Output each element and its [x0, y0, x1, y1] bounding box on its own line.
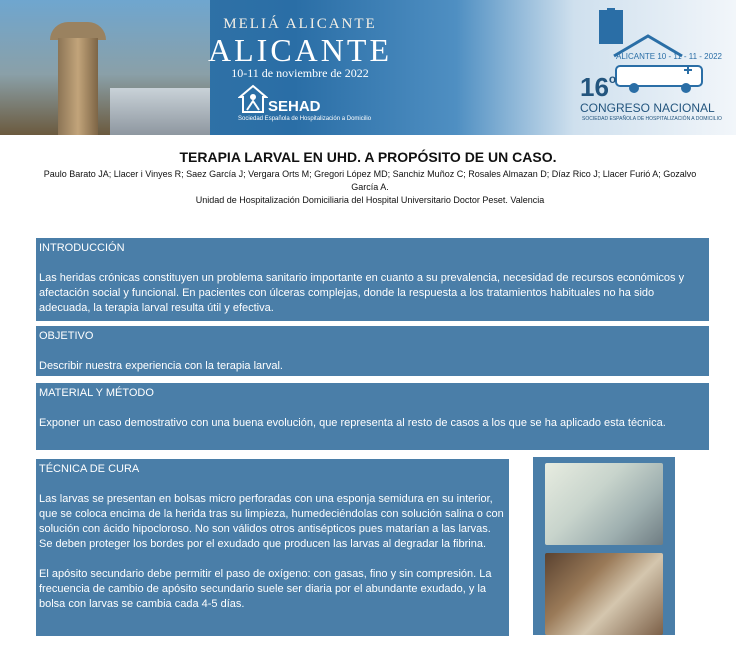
section-heading: OBJETIVO — [39, 330, 94, 342]
wound-dressing-photo — [545, 553, 663, 635]
introduction-section — [36, 238, 709, 321]
larva-bag-photo — [545, 463, 663, 545]
section-text: Las heridas crónicas constituyen un problema sanitario importante en cuanto a su prevalencia, necesidad de recursos económicos y afectación social y funcional. En pacientes con úlceras complejas, donde la respuesta a los tratamientos habituales no ha sido adecuada, la terapia larval resulta útil y efectiva. — [39, 272, 685, 314]
sehad-name: SEHAD — [268, 98, 321, 115]
sehad-logo — [238, 84, 388, 128]
section-text: El apósito secundario debe permitir el paso de oxígeno: con gasas, fino y sin compresión. La frecuencia de cambio de apósito secundario suele ser diaria por el abundante exudado, y la bolsa con larvas se cambia cada 4-5 días. — [39, 568, 492, 610]
city-skyline — [110, 88, 210, 135]
objective-section — [36, 326, 709, 376]
poster-title: TERAPIA LARVAL EN UHD. A PROPÓSITO DE UN CASO. — [179, 149, 557, 165]
sehad-house-icon — [238, 84, 268, 114]
alicante-castle-photo — [0, 0, 210, 135]
conference-banner — [0, 0, 736, 135]
method-section — [36, 383, 709, 450]
congress-society: SOCIEDAD ESPAÑOLA DE HOSPITALIZACIÓN A DOMICILIO — [582, 116, 722, 122]
section-text: Las larvas se presentan en bolsas micro perforadas con una esponja semidura en su interior, que se coloca encima de la herida tras su limpieza, humedeciéndolas con solución salina o con solución con ácido hipocloroso. No son válidos otros antisépticos pues matarían a las larvas. Se deben proteger los bordes por el exudado que producen las larvas al degradar la fibrina. — [39, 493, 504, 550]
institution: Unidad de Hospitalización Domiciliaria del Hospital Universitario Doctor Peset. Valencia — [195, 195, 545, 205]
section-heading: MATERIAL Y MÉTODO — [39, 387, 154, 399]
event-dates: 10-11 de noviembre de 2022 — [231, 66, 369, 80]
section-text: Exponer un caso demostrativo con una buena evolución, que representa al resto de casos a los que se ha aplicado esta técnica. — [39, 417, 666, 429]
section-heading: INTRODUCCIÓN — [39, 242, 125, 254]
section-text: Describir nuestra experiencia con la terapia larval. — [39, 360, 283, 372]
congress-edition: 16$^o$ — [580, 72, 617, 102]
city-title: ALICANTE — [208, 32, 392, 68]
section-heading: TÉCNICA DE CURA — [39, 463, 140, 475]
technique-section — [36, 459, 509, 636]
author-list: Paulo Barato JA; Llacer i Vinyes R; Saez García J; Vergara Orts M; Gregori López MD; Sanchiz Muñoz C; Rosales Almazan D; Díaz Rico J; Llacer Furió A; Gozalvo García A. — [43, 169, 697, 192]
hotel-name: MELIÁ ALICANTE — [223, 16, 377, 32]
sehad-subtitle: Sociedad Española de Hospitalización a Domicilio — [238, 116, 372, 122]
watchtower — [58, 38, 98, 135]
congress-place: ALICANTE 10 - 11 - 11 - 2022 — [616, 52, 722, 61]
congress-name: CONGRESO NACIONAL — [580, 101, 715, 115]
